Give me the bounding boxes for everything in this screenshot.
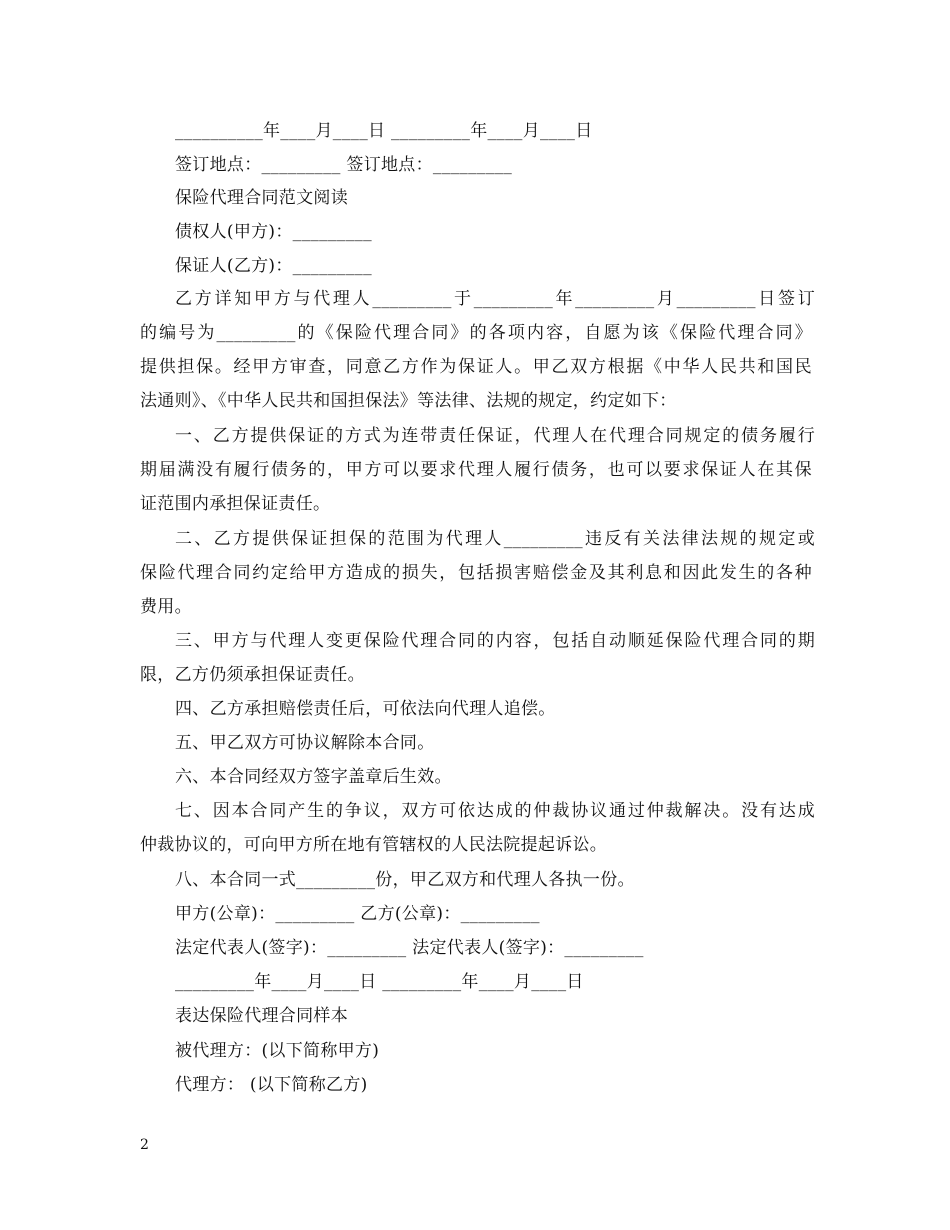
text-line: 期届满没有履行债务的，甲方可以要求代理人履行债务，也可以要求保证人在其保: [140, 460, 812, 480]
text-line: 八、本合同一式_________份，甲乙双方和代理人各执一份。: [175, 870, 635, 890]
text-line: 限，乙方仍须承担保证责任。: [140, 665, 365, 685]
text-line: 仲裁协议的，可向甲方所在地有管辖权的人民法院提起诉讼。: [140, 835, 608, 855]
text-line: 法定代表人(签字)：_________ 法定代表人(签字)：_________: [175, 938, 644, 958]
text-line: 的编号为_________的《保险代理合同》的各项内容，自愿为该《保险代理合同》: [140, 323, 812, 343]
text-line: 三、甲方与代理人变更保险代理合同的内容，包括自动顺延保险代理合同的期: [175, 631, 815, 651]
text-line: 甲方(公章)：_________ 乙方(公章)：_________: [175, 904, 540, 924]
text-line: 乙方详知甲方与代理人_________于_________年_________月_________日签订: [175, 289, 815, 309]
text-line: 代理方： (以下简称乙方): [175, 1075, 368, 1095]
text-line: 费用。: [140, 597, 192, 617]
text-line: 证范围内承担保证责任。: [140, 494, 331, 514]
text-line: 五、甲乙双方可协议解除本合同。: [175, 733, 435, 753]
text-line: 保险代理合同范文阅读: [175, 188, 348, 208]
text-line: 签订地点：_________ 签订地点：_________: [175, 155, 513, 175]
text-line: 保险代理合同约定给甲方造成的损失，包括损害赔偿金及其利息和因此发生的各种: [140, 563, 812, 583]
text-line: 四、乙方承担赔偿责任后，可依法向代理人追偿。: [175, 699, 556, 719]
text-line: __________年____月____日 _________年____月____日: [175, 121, 593, 141]
text-line: 六、本合同经双方签字盖章后生效。: [175, 767, 452, 787]
text-line: 七、因本合同产生的争议，双方可依达成的仲裁协议通过仲裁解决。没有达成: [175, 801, 815, 821]
text-line: 债权人(甲方)：_________: [175, 222, 372, 242]
text-line: 二、乙方提供保证担保的范围为代理人_________违反有关法律法规的规定或: [175, 529, 815, 549]
text-line: 被代理方：(以下简称甲方): [175, 1041, 380, 1061]
page-number: 2: [140, 1137, 149, 1153]
text-line: 表达保险代理合同样本: [175, 1006, 348, 1026]
text-line: 一、乙方提供保证的方式为连带责任保证，代理人在代理合同规定的债务履行: [175, 426, 815, 446]
text-line: 保证人(乙方)：_________: [175, 256, 372, 276]
text-line: _________年____月____日 _________年____月____日: [175, 972, 584, 992]
text-line: 提供担保。经甲方审查，同意乙方作为保证人。甲乙双方根据《中华人民共和国民: [140, 357, 812, 377]
text-line: 法通则》、《中华人民共和国担保法》等法律、法规的规定，约定如下：: [140, 391, 677, 411]
